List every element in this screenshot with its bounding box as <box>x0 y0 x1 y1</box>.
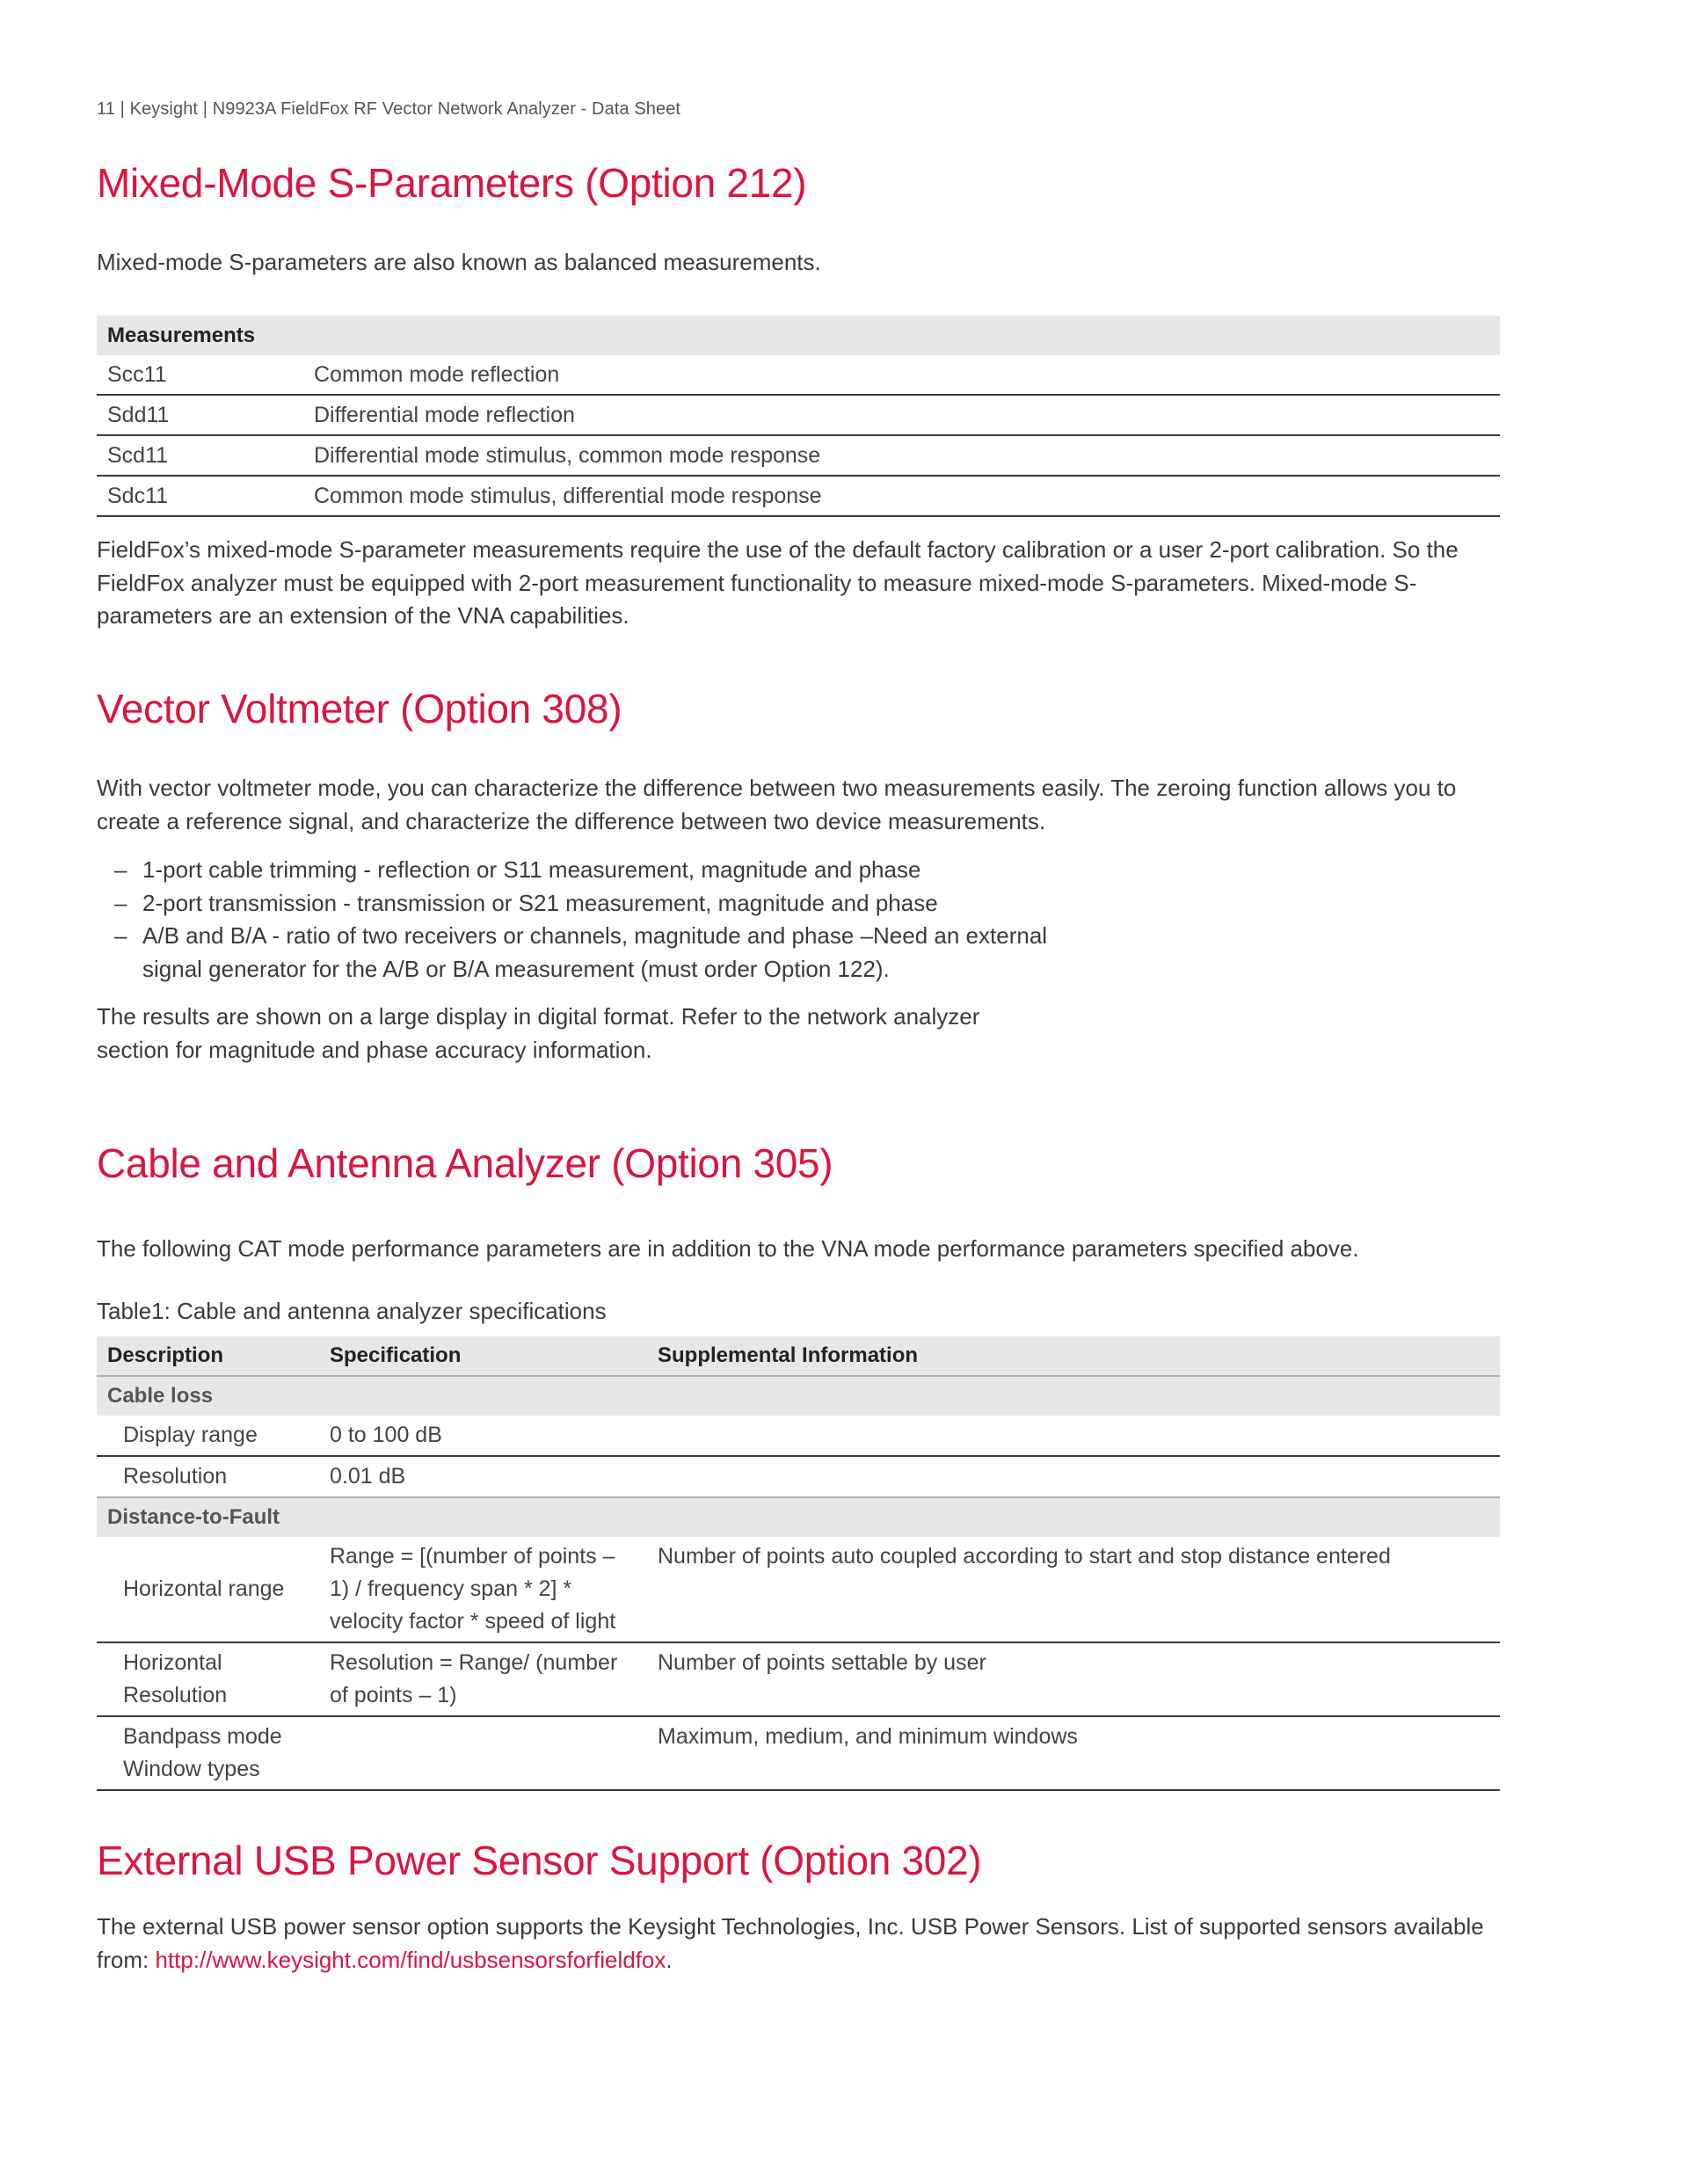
table-row <box>97 435 1500 476</box>
info-cell <box>647 1456 1500 1497</box>
header-supplemental-information: Supplemental Information <box>647 1336 1500 1376</box>
spec-cell: 0 to 100 dB <box>319 1416 647 1456</box>
header-specification: Specification <box>319 1336 647 1376</box>
table-header-row <box>97 1336 1500 1376</box>
usb-power-text <box>97 1911 1521 1977</box>
table-row <box>97 1716 1500 1790</box>
table-row <box>97 1642 1500 1716</box>
table-row <box>97 1537 1500 1642</box>
list-item <box>97 854 1064 887</box>
desc-cell: Bandpass mode Window types <box>97 1716 319 1790</box>
table-row <box>97 476 1500 516</box>
vector-voltmeter-intro: With vector voltmeter mode, you can characterize the difference between two measurements easily. The zeroing function allows you to create a reference signal, and characterize the difference between two device measurements. <box>97 775 1457 834</box>
section-title-vector-voltmeter: Vector Voltmeter (Option 308) <box>97 686 622 732</box>
list-item <box>97 887 1064 921</box>
table-row <box>97 355 1500 395</box>
info-cell: Number of points auto coupled according to start and stop distance entered <box>647 1537 1500 1642</box>
desc-cell: Horizontal Resolution <box>97 1642 319 1716</box>
section-title-cable-antenna: Cable and Antenna Analyzer (Option 305) <box>97 1140 833 1186</box>
running-header: 11 | Keysight | N9923A FieldFox RF Vector Network Analyzer - Data Sheet <box>97 99 681 119</box>
param-cell: Sdd11 <box>97 395 303 435</box>
group-label: Distance-to-Fault <box>97 1497 1500 1537</box>
vector-voltmeter-bullet-list <box>97 854 1064 986</box>
info-cell: Number of points settable by user <box>647 1642 1500 1716</box>
table-row <box>97 395 1500 435</box>
param-cell: Scc11 <box>97 355 303 395</box>
list-item-text: 2-port transmission - transmission or S21 measurement, magnitude and phase <box>142 889 938 916</box>
desc-cell: Horizontal range <box>97 1537 319 1642</box>
info-cell <box>647 1416 1500 1456</box>
dash-bullet-icon: – <box>114 889 127 916</box>
table-row <box>97 1456 1500 1497</box>
desc-cell: Resolution <box>97 1456 319 1497</box>
list-item <box>97 920 1064 986</box>
group-label: Cable loss <box>97 1376 1500 1416</box>
usb-sensors-link[interactable]: http://www.keysight.com/find/usbsensorsforfieldfox <box>155 1946 666 1973</box>
spec-cell: Range = [(number of points – 1) / frequency span * 2] * velocity factor * speed of light <box>319 1537 647 1642</box>
spec-cell: 0.01 dB <box>319 1456 647 1497</box>
header-description: Description <box>97 1336 319 1376</box>
list-item-text: 1-port cable trimming - reflection or S11 measurement, magnitude and phase <box>142 856 921 883</box>
dash-bullet-icon: – <box>114 856 127 883</box>
table-caption: Table1: Cable and antenna analyzer specifications <box>97 1298 607 1324</box>
trailing-period: . <box>666 1946 673 1973</box>
section-title-mixed-mode: Mixed-Mode S-Parameters (Option 212) <box>97 160 807 206</box>
info-cell: Maximum, medium, and minimum windows <box>647 1716 1500 1790</box>
desc-cell: Display range <box>97 1416 319 1456</box>
measurements-table <box>97 316 1500 517</box>
group-row-distance-to-fault <box>97 1497 1500 1537</box>
usb-power-description: The external USB power sensor option supports the Keysight Technologies, Inc. USB Power Sensors. List of supported sensors available from: <box>97 1913 1484 1973</box>
desc-cell: Common mode reflection <box>303 355 1500 395</box>
header-measurements: Measurements <box>97 316 1500 355</box>
desc-cell: Differential mode stimulus, common mode response <box>303 435 1500 476</box>
mixed-mode-note: FieldFox’s mixed-mode S-parameter measurements require the use of the default factory calibration or a user 2-port calibration. So the FieldFox analyzer must be equipped with 2-port measurement functionality to measure mixed-mode S-parameters. Mixed-mode S-parameters are an extension of the VNA capabilities. <box>97 536 1459 629</box>
param-cell: Scd11 <box>97 435 303 476</box>
spec-cell <box>319 1716 647 1790</box>
desc-cell: Differential mode reflection <box>303 395 1500 435</box>
dash-bullet-icon: – <box>114 922 127 949</box>
cable-antenna-spec-table <box>97 1336 1500 1791</box>
desc-cell: Common mode stimulus, differential mode response <box>303 476 1500 516</box>
table-header-row <box>97 316 1500 355</box>
group-row-cable-loss <box>97 1376 1500 1416</box>
mixed-mode-intro: Mixed-mode S-parameters are also known as balanced measurements. <box>97 249 821 275</box>
section-title-usb-power-sensor: External USB Power Sensor Support (Option 302) <box>97 1838 982 1883</box>
vector-voltmeter-outro: The results are shown on a large display in digital format. Refer to the network analyzer section for magnitude and phase accuracy information. <box>97 1003 980 1063</box>
param-cell: Sdc11 <box>97 476 303 516</box>
spec-cell: Resolution = Range/ (number of points – 1) <box>319 1642 647 1716</box>
table-row <box>97 1416 1500 1456</box>
cable-antenna-intro: The following CAT mode performance parameters are in addition to the VNA mode performance parameters specified above. <box>97 1235 1359 1262</box>
list-item-text: A/B and B/A - ratio of two receivers or channels, magnitude and phase –Need an external signal generator for the A/B or B/A measurement (must order Option 122). <box>142 922 1048 982</box>
